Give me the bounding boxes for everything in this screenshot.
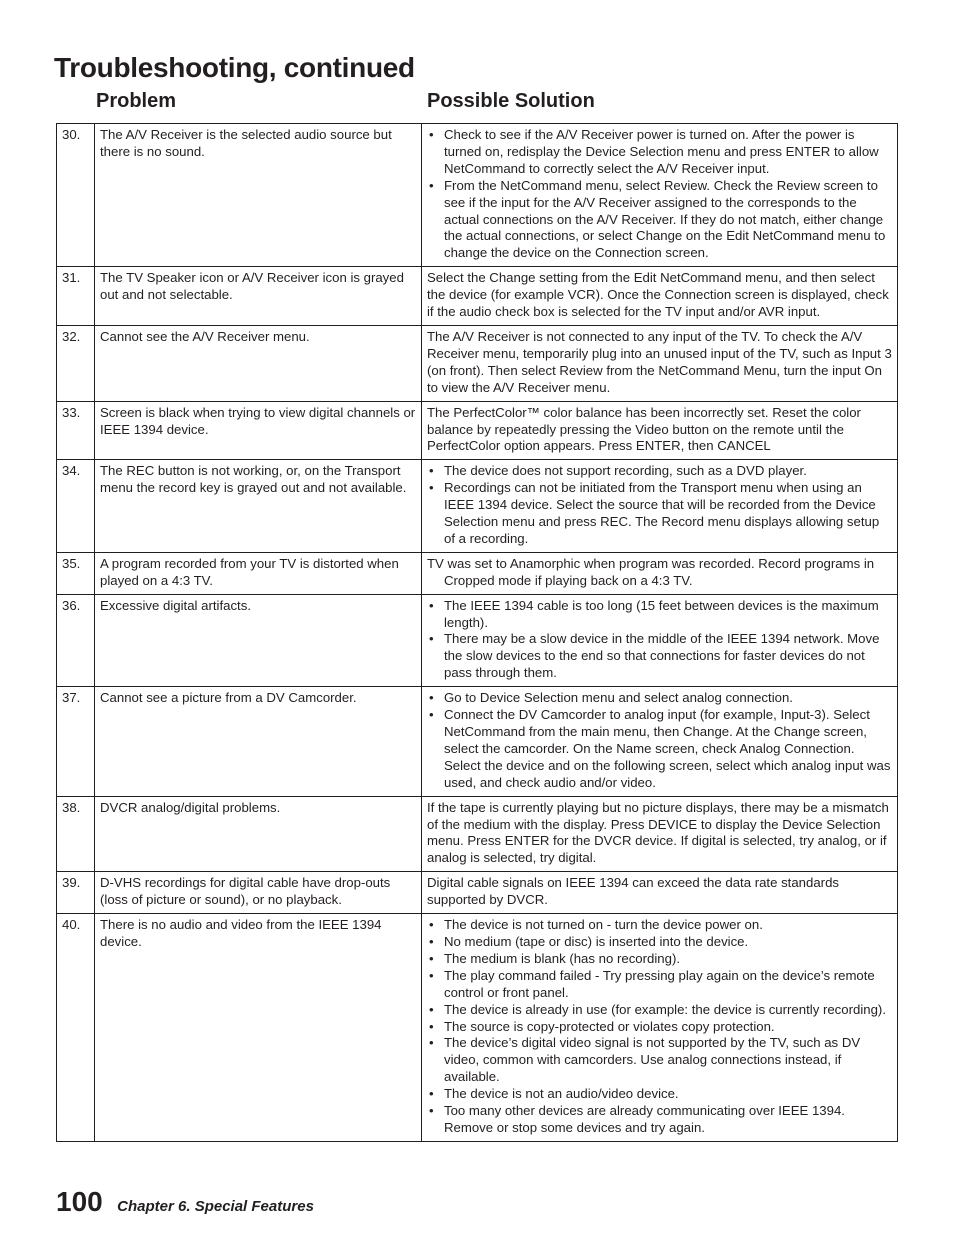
chapter-label: Chapter 6. Special Features (117, 1198, 314, 1215)
solution-item: • The device is not turned on - turn the device power on. (427, 917, 892, 934)
problem-cell: Screen is black when trying to view digital channels or IEEE 1394 device. (95, 401, 422, 460)
solution-item: • The source is copy-protected or violates copy protection. (427, 1019, 892, 1036)
solution-cell (422, 914, 898, 1142)
page-title: Troubleshooting, continued (54, 52, 415, 83)
table-row (57, 124, 898, 267)
solution-cell (422, 687, 898, 796)
problem-cell: The TV Speaker icon or A/V Receiver icon is grayed out and not selectable. (95, 267, 422, 326)
solution-item: • No medium (tape or disc) is inserted into the device. (427, 934, 892, 951)
solution-list (427, 127, 892, 262)
table-row (57, 325, 898, 401)
solution-item: • The device is not an audio/video device. (427, 1086, 892, 1103)
solution-cell (422, 460, 898, 553)
table-row (57, 594, 898, 687)
problem-cell: There is no audio and video from the IEEE 1394 device. (95, 914, 422, 1142)
solution-column-heading: Possible Solution (427, 90, 595, 112)
row-number: 32. (57, 325, 95, 401)
solution-item: • Too many other devices are already communicating over IEEE 1394. Remove or stop some devices and try again. (427, 1103, 892, 1137)
row-number: 40. (57, 914, 95, 1142)
solution-item: • The medium is blank (has no recording). (427, 951, 892, 968)
row-number: 38. (57, 796, 95, 872)
row-number: 34. (57, 460, 95, 553)
row-number: 33. (57, 401, 95, 460)
row-number: 36. (57, 594, 95, 687)
table-row (57, 460, 898, 553)
problem-cell: D-VHS recordings for digital cable have drop-outs (loss of picture or sound), or no playback. (95, 872, 422, 914)
solution-cell: Digital cable signals on IEEE 1394 can exceed the data rate standards supported by DVCR. (422, 872, 898, 914)
solution-list (427, 917, 892, 1137)
row-number: 37. (57, 687, 95, 796)
solution-item: • The device’s digital video signal is not supported by the TV, such as DV video, common with camcorders. Use analog connections instead, if available. (427, 1035, 892, 1086)
solution-cell (422, 552, 898, 594)
solution-cell (422, 124, 898, 267)
solution-item: • There may be a slow device in the middle of the IEEE 1394 network. Move the slow devices to the end so that connections for faster devices do not pass through them. (427, 631, 892, 682)
row-number: 31. (57, 267, 95, 326)
solution-cell: If the tape is currently playing but no picture displays, there may be a mismatch of the medium with the display. Press DEVICE to display the Device Selection menu. Press ENTER for the DVCR device. If digital is selected, try analog, or if analog is selected, try digital. (422, 796, 898, 872)
table-row (57, 267, 898, 326)
row-number: 39. (57, 872, 95, 914)
solution-text: TV was set to Anamorphic when program was recorded. Record programs in Cropped mode if playing back on a 4:3 TV. (427, 555, 875, 588)
solution-item: • The IEEE 1394 cable is too long (15 feet between devices is the maximum length). (427, 598, 892, 632)
solution-cell: The PerfectColor™ color balance has been incorrectly set. Reset the color balance by repeatedly pressing the Video button on the remote until the PerfectColor option appears. Press ENTER, then CANCEL (422, 401, 898, 460)
problem-cell: The REC button is not working, or, on the Transport menu the record key is grayed out and not available. (95, 460, 422, 553)
solution-item: • Check to see if the A/V Receiver power is turned on. After the power is turned on, redisplay the Device Selection menu and press ENTER to allow NetCommand to correctly select the A/V Receiver input. (427, 127, 892, 178)
problem-cell: A program recorded from your TV is distorted when played on a 4:3 TV. (95, 552, 422, 594)
troubleshooting-table (56, 123, 898, 1142)
problem-cell: Excessive digital artifacts. (95, 594, 422, 687)
table-row (57, 796, 898, 872)
solution-list (427, 463, 892, 548)
problem-cell: Cannot see the A/V Receiver menu. (95, 325, 422, 401)
row-number: 35. (57, 552, 95, 594)
table-row (57, 687, 898, 796)
solution-item: • The play command failed - Try pressing play again on the device’s remote control or front panel. (427, 968, 892, 1002)
problem-column-heading: Problem (96, 90, 177, 112)
row-number: 30. (57, 124, 95, 267)
solution-cell (422, 594, 898, 687)
solution-list (427, 598, 892, 683)
page-number: 100 (56, 1186, 103, 1217)
solution-item: • Recordings can not be initiated from the Transport menu when using an IEEE 1394 device. Select the source that will be recorded from the Device Selection menu and press REC. The Record menu displays allowing setup of a recording. (427, 480, 892, 548)
page-footer (56, 1186, 314, 1218)
table-row (57, 914, 898, 1142)
solution-list (427, 690, 892, 791)
solution-item: • Go to Device Selection menu and select analog connection. (427, 690, 892, 707)
table-row (57, 552, 898, 594)
solution-cell: The A/V Receiver is not connected to any input of the TV. To check the A/V Receiver menu, temporarily plug into an unused input of the TV, such as Input 3 (on front). Then select Review from the NetCommand Menu, turn the input On to view the A/V Receiver menu. (422, 325, 898, 401)
solution-item: • Connect the DV Camcorder to analog input (for example, Input-3). Select NetCommand from the main menu, then Change. At the Change screen, select the camcorder. On the Name screen, check Analog Connection. Select the device and on the following screen, select which analog input was used, and check audio and/or video. (427, 707, 892, 792)
solution-item: • From the NetCommand menu, select Review. Check the Review screen to see if the input for the A/V Receiver assigned to the corresponds to the actual connections on the A/V Receiver. If they do not match, either change the actual connections, or select Change on the Edit NetCommand menu to change the device on the Connection screen. (427, 178, 892, 263)
solution-item: • The device is already in use (for example: the device is currently recording). (427, 1002, 892, 1019)
problem-cell: DVCR analog/digital problems. (95, 796, 422, 872)
solution-item: • The device does not support recording, such as a DVD player. (427, 463, 892, 480)
problem-cell: The A/V Receiver is the selected audio source but there is no sound. (95, 124, 422, 267)
problem-cell: Cannot see a picture from a DV Camcorder. (95, 687, 422, 796)
table-row (57, 401, 898, 460)
solution-cell: Select the Change setting from the Edit NetCommand menu, and then select the device (for example VCR). Once the Connection screen is displayed, check if the audio check box is selected for the TV input and/or AVR input. (422, 267, 898, 326)
table-row (57, 872, 898, 914)
